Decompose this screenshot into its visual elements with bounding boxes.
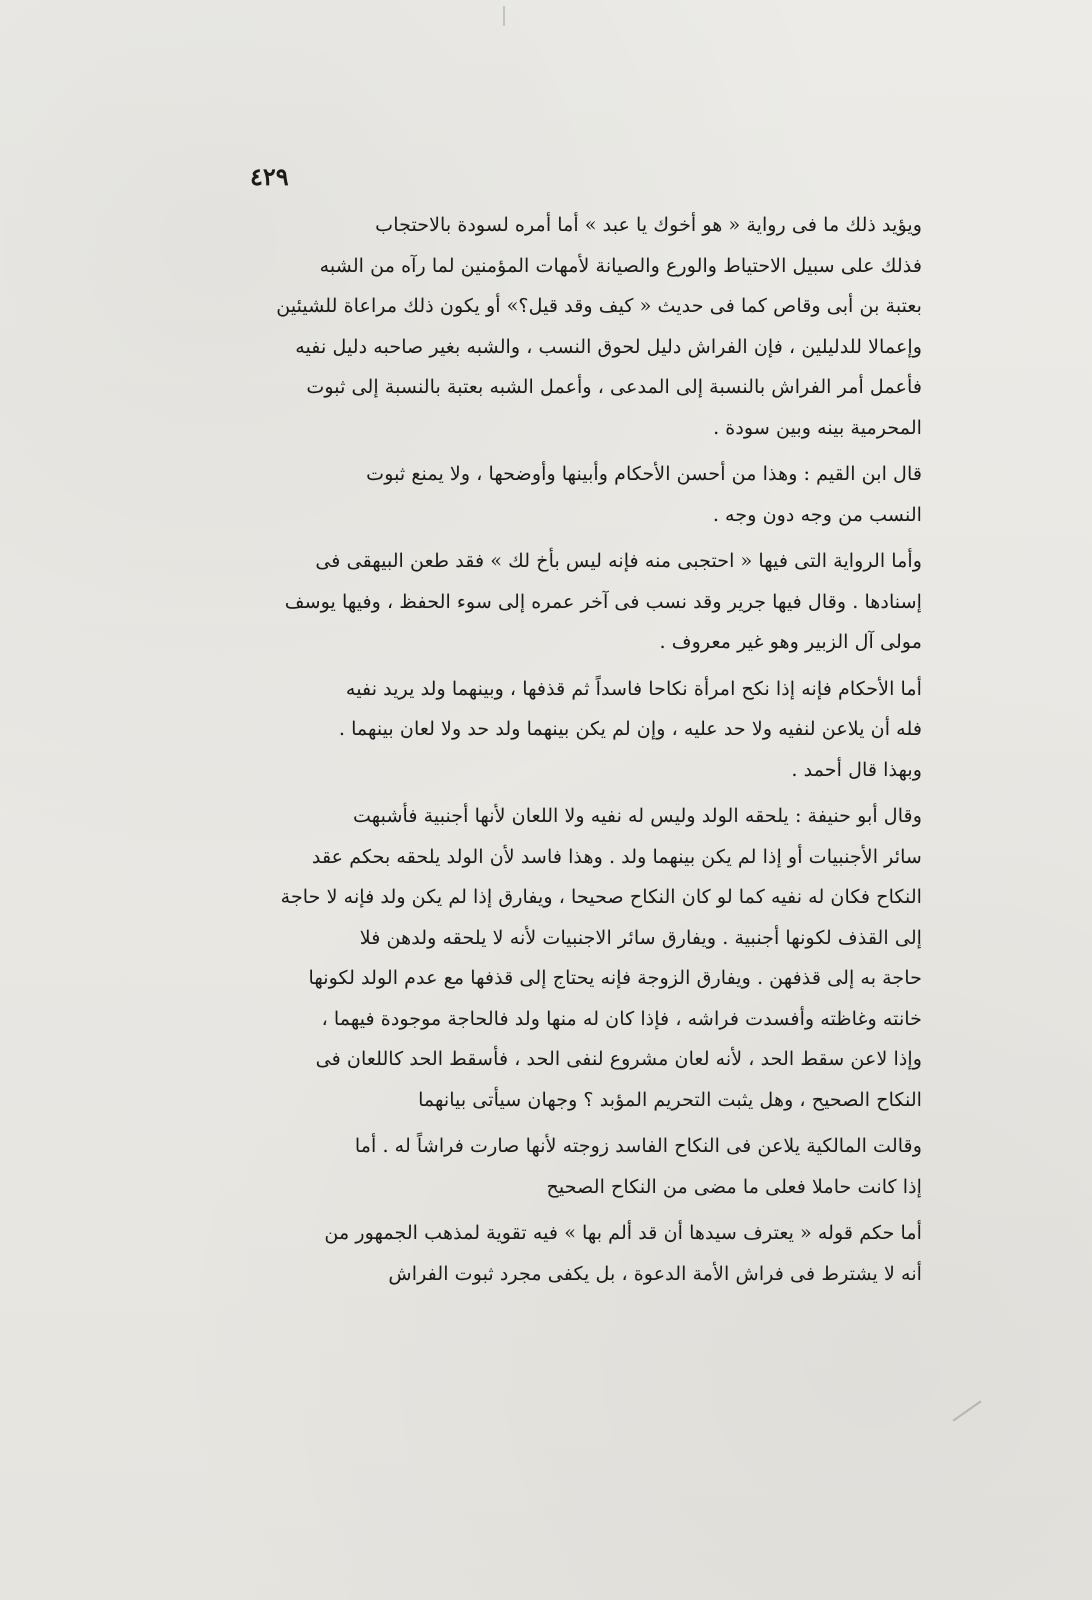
text-line: وبهذا قال أحمد . (791, 757, 922, 781)
text-line: إسنادها . وقال فيها جرير وقد نسب فى آخر عمره إلى سوء الحفظ ، وفيها يوسف (284, 589, 922, 613)
paragraph (216, 541, 946, 663)
body-text (216, 205, 946, 1300)
text-line: مولى آل الزبير وهو غير معروف . (659, 630, 922, 653)
paragraph (216, 1126, 946, 1207)
text-line: قال ابن القيم : وهذا من أحسن الأحكام وأبينها وأوضحها ، ولا يمنع ثبوت (366, 462, 922, 485)
paragraph (216, 669, 946, 791)
text-line: النسب من وجه دون وجه . (712, 502, 922, 526)
paragraph (216, 796, 946, 1120)
text-line: سائر الأجنبيات أو إذا لم يكن بينهما ولد . وهذا فاسد لأن الولد يلحقه بحكم عقد (311, 844, 922, 868)
text-line: ويؤيد ذلك ما فى رواية « هو أخوك يا عبد » أما أمره لسودة بالاحتجاب (375, 213, 922, 236)
text-line: وقال أبو حنيفة : يلحقه الولد وليس له نفيه ولا اللعان لأنها أجنبية فأشبهت (352, 804, 922, 827)
paragraph (216, 454, 946, 535)
text-line: حاجة به إلى قذفهن . ويفارق الزوجة فإنه يحتاج إلى قذفها مع عدم الولد لكونها (308, 966, 922, 989)
scan-artifact-mark (503, 6, 505, 26)
text-line: وإذا لاعن سقط الحد ، لأنه لعان مشروع لنفى الحد ، فأسقط الحد كاللعان فى (315, 1047, 922, 1070)
text-line: أما حكم قوله « يعترف سيدها أن قد ألم بها » فيه تقوية لمذهب الجمهور من (324, 1221, 922, 1244)
text-line: النكاح الصحيح ، وهل يثبت التحريم المؤبد ؟ وجهان سيأتى بيانهما (418, 1087, 922, 1111)
text-line: إذا كانت حاملا فعلى ما مضى من النكاح الصحيح (546, 1174, 922, 1198)
text-line: وقالت المالكية يلاعن فى النكاح الفاسد زوجته لأنها صارت فراشاً له . أما (354, 1134, 922, 1157)
text-line: إلى القذف لكونها أجنبية . ويفارق سائر الاجنبيات لأنه لا يلحقه ولدهن فلا (359, 925, 922, 949)
paragraph (216, 1213, 946, 1294)
scan-artifact-mark (953, 1400, 982, 1421)
text-line: أنه لا يشترط فى فراش الأمة الدعوة ، بل يكفى مجرد ثبوت الفراش (388, 1261, 922, 1285)
text-line: فذلك على سبيل الاحتياط والورع والصيانة لأمهات المؤمنين لما رآه من الشبه (319, 253, 922, 277)
text-line: المحرمية بينه وبين سودة . (713, 415, 922, 439)
text-line: فأعمل أمر الفراش بالنسبة إلى المدعى ، وأعمل الشبه بعتبة بالنسبة إلى ثبوت (306, 375, 922, 398)
text-line: خانته وغاظته وأفسدت فراشه ، فإذا كان له منها ولد فالحاجة موجودة فيهما ، (321, 1006, 922, 1030)
text-line: بعتبة بن أبى وقاص كما فى حديث « كيف وقد قيل؟» أو يكون ذلك مراعاة للشيئين (276, 294, 922, 317)
page-number: ٤٢٩ (250, 162, 289, 191)
text-line: أما الأحكام فإنه إذا نكح امرأة نكاحا فاسداً ثم قذفها ، وبينهما ولد يريد نفيه (345, 676, 922, 700)
text-line: وأما الرواية التى فيها « احتجبى منه فإنه ليس بأخ لك » فقد طعن البيهقى فى (315, 549, 922, 572)
text-line: النكاح فكان له نفيه كما لو كان النكاح صحيحا ، ويفارق إذا لم يكن ولد فإنه لا حاجة (280, 885, 922, 908)
text-line: فله أن يلاعن لنفيه ولا حد عليه ، وإن لم يكن بينهما ولد حد ولا لعان بينهما . (338, 717, 922, 740)
text-line: وإعمالا للدليلين ، فإن الفراش دليل لحوق النسب ، والشبه بغير صاحبه دليل نفيه (295, 334, 922, 358)
paragraph (216, 205, 946, 448)
